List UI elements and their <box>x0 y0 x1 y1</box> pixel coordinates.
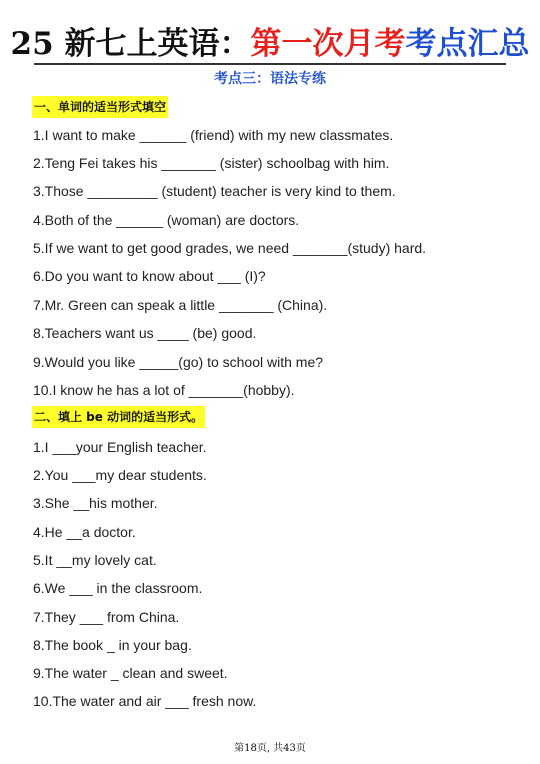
exercise-item: 8.The book _ in your bag. <box>33 637 192 653</box>
exercise-item: 7.Mr. Green can speak a little _______ (China). <box>33 297 328 313</box>
exercise-item: 8.Teachers want us ____ (be) good. <box>33 325 257 341</box>
title-underline <box>34 63 506 65</box>
exercise-item: 9.Would you like _____(go) to school with me? <box>33 354 324 370</box>
exercise-item: 10.I know he has a lot of _______(hobby). <box>33 382 295 398</box>
exercise-item: 10.The water and air ___ fresh now. <box>33 693 257 709</box>
exercise-item: 2.Teng Fei takes his _______ (sister) schoolbag with him. <box>33 155 390 171</box>
section-heading-be-verb: 二、填上 be 动词的适当形式。 <box>32 406 205 428</box>
exercise-item: 1.I ___your English teacher. <box>33 439 207 455</box>
exercise-item: 9.The water _ clean and sweet. <box>33 665 228 681</box>
document-subtitle: 考点三：语法专练 <box>214 71 326 87</box>
document-title <box>0 22 540 66</box>
title-part-summary: 考点汇总 <box>405 26 530 62</box>
exercise-item: 3.Those _________ (student) teacher is very kind to them. <box>33 183 396 199</box>
exercise-item: 2.You ___my dear students. <box>33 467 207 483</box>
title-part-exam: 第一次月考 <box>250 26 406 62</box>
exercise-item: 6.We ___ in the classroom. <box>33 580 203 596</box>
exercise-item: 5.It __my lovely cat. <box>33 552 157 568</box>
exercise-item: 6.Do you want to know about ___ (I)? <box>33 268 266 284</box>
section-heading-word-forms: 一、单词的适当形式填空 <box>32 96 168 118</box>
exercise-item: 5.If we want to get good grades, we need _______(study) hard. <box>33 240 427 256</box>
exercise-item: 4.Both of the ______ (woman) are doctors. <box>33 212 300 228</box>
exercise-item: 1.I want to make ______ (friend) with my new classmates. <box>33 127 394 143</box>
page-number: 第18页, 共43页 <box>234 743 306 754</box>
exercise-item: 7.They ___ from China. <box>33 609 180 625</box>
title-part-grade: 25 新七上英语： <box>10 26 251 62</box>
exercise-item: 4.He __a doctor. <box>33 524 136 540</box>
exercise-item: 3.She __his mother. <box>33 495 158 511</box>
